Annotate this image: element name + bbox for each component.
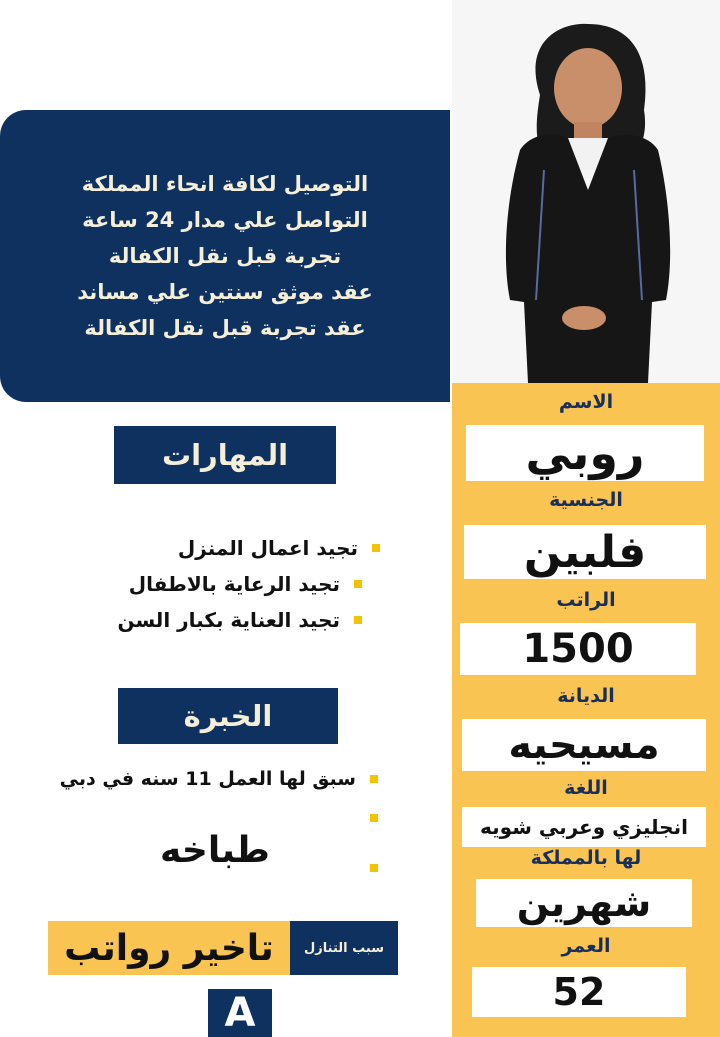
reason-label: سبب التنازل: [290, 921, 398, 975]
bullet-icon: [370, 814, 378, 822]
experience-header: الخبرة: [118, 688, 338, 744]
nationality-label: الجنسية: [549, 489, 623, 511]
profile-panel: [452, 383, 720, 1037]
name-label: الاسم: [558, 391, 614, 413]
experience-item: [60, 768, 378, 790]
skill-text: تجيد الرعاية بالاطفال: [128, 572, 340, 596]
banner-line: التواصل علي مدار 24 ساعة: [82, 208, 368, 232]
skill-item: [117, 608, 362, 632]
skill-text: تجيد العناية بكبار السن: [117, 608, 340, 632]
age-label: العمر: [561, 935, 611, 957]
bullet-icon: [354, 616, 362, 624]
religion-value: مسيحيه: [462, 719, 706, 771]
experience-text: طباخه: [160, 830, 270, 871]
skill-item: [178, 536, 380, 560]
salary-label: الراتب: [556, 589, 616, 611]
skill-item: [129, 572, 362, 596]
bullet-icon: [370, 864, 378, 872]
banner-line: عقد موثق سنتين علي مساند: [77, 280, 373, 304]
banner-line: التوصيل لكافة انحاء المملكة: [81, 172, 369, 196]
banner-line: عقد تجربة قبل نقل الكفالة: [84, 316, 366, 340]
bullet-icon: [354, 580, 362, 588]
worker-photo: [452, 0, 720, 383]
name-value: روبي: [466, 425, 704, 481]
age-value: 52: [472, 967, 686, 1017]
grade-badge: A: [208, 989, 272, 1037]
salary-value: 1500: [460, 623, 696, 675]
in-kingdom-value: شهرين: [476, 879, 692, 927]
religion-label: الديانة: [557, 685, 615, 707]
skill-text: تجيد اعمال المنزل: [177, 536, 358, 560]
features-banner: [0, 110, 450, 402]
in-kingdom-label: لها بالمملكة: [530, 847, 642, 869]
bullet-icon: [370, 775, 378, 783]
bullet-icon: [372, 544, 380, 552]
language-label: اللغة: [564, 777, 608, 799]
nationality-value: فلبين: [464, 525, 706, 579]
worker-photo-illustration: [452, 0, 720, 383]
experience-text: سبق لها العمل 11 سنه في دبي: [59, 768, 356, 790]
skills-header: المهارات: [114, 426, 336, 484]
banner-line: تجربة قبل نقل الكفالة: [108, 244, 342, 268]
experience-item: [356, 814, 378, 822]
language-value: انجليزي وعربي شويه: [462, 807, 706, 847]
reason-value: تاخير رواتب: [48, 921, 290, 975]
